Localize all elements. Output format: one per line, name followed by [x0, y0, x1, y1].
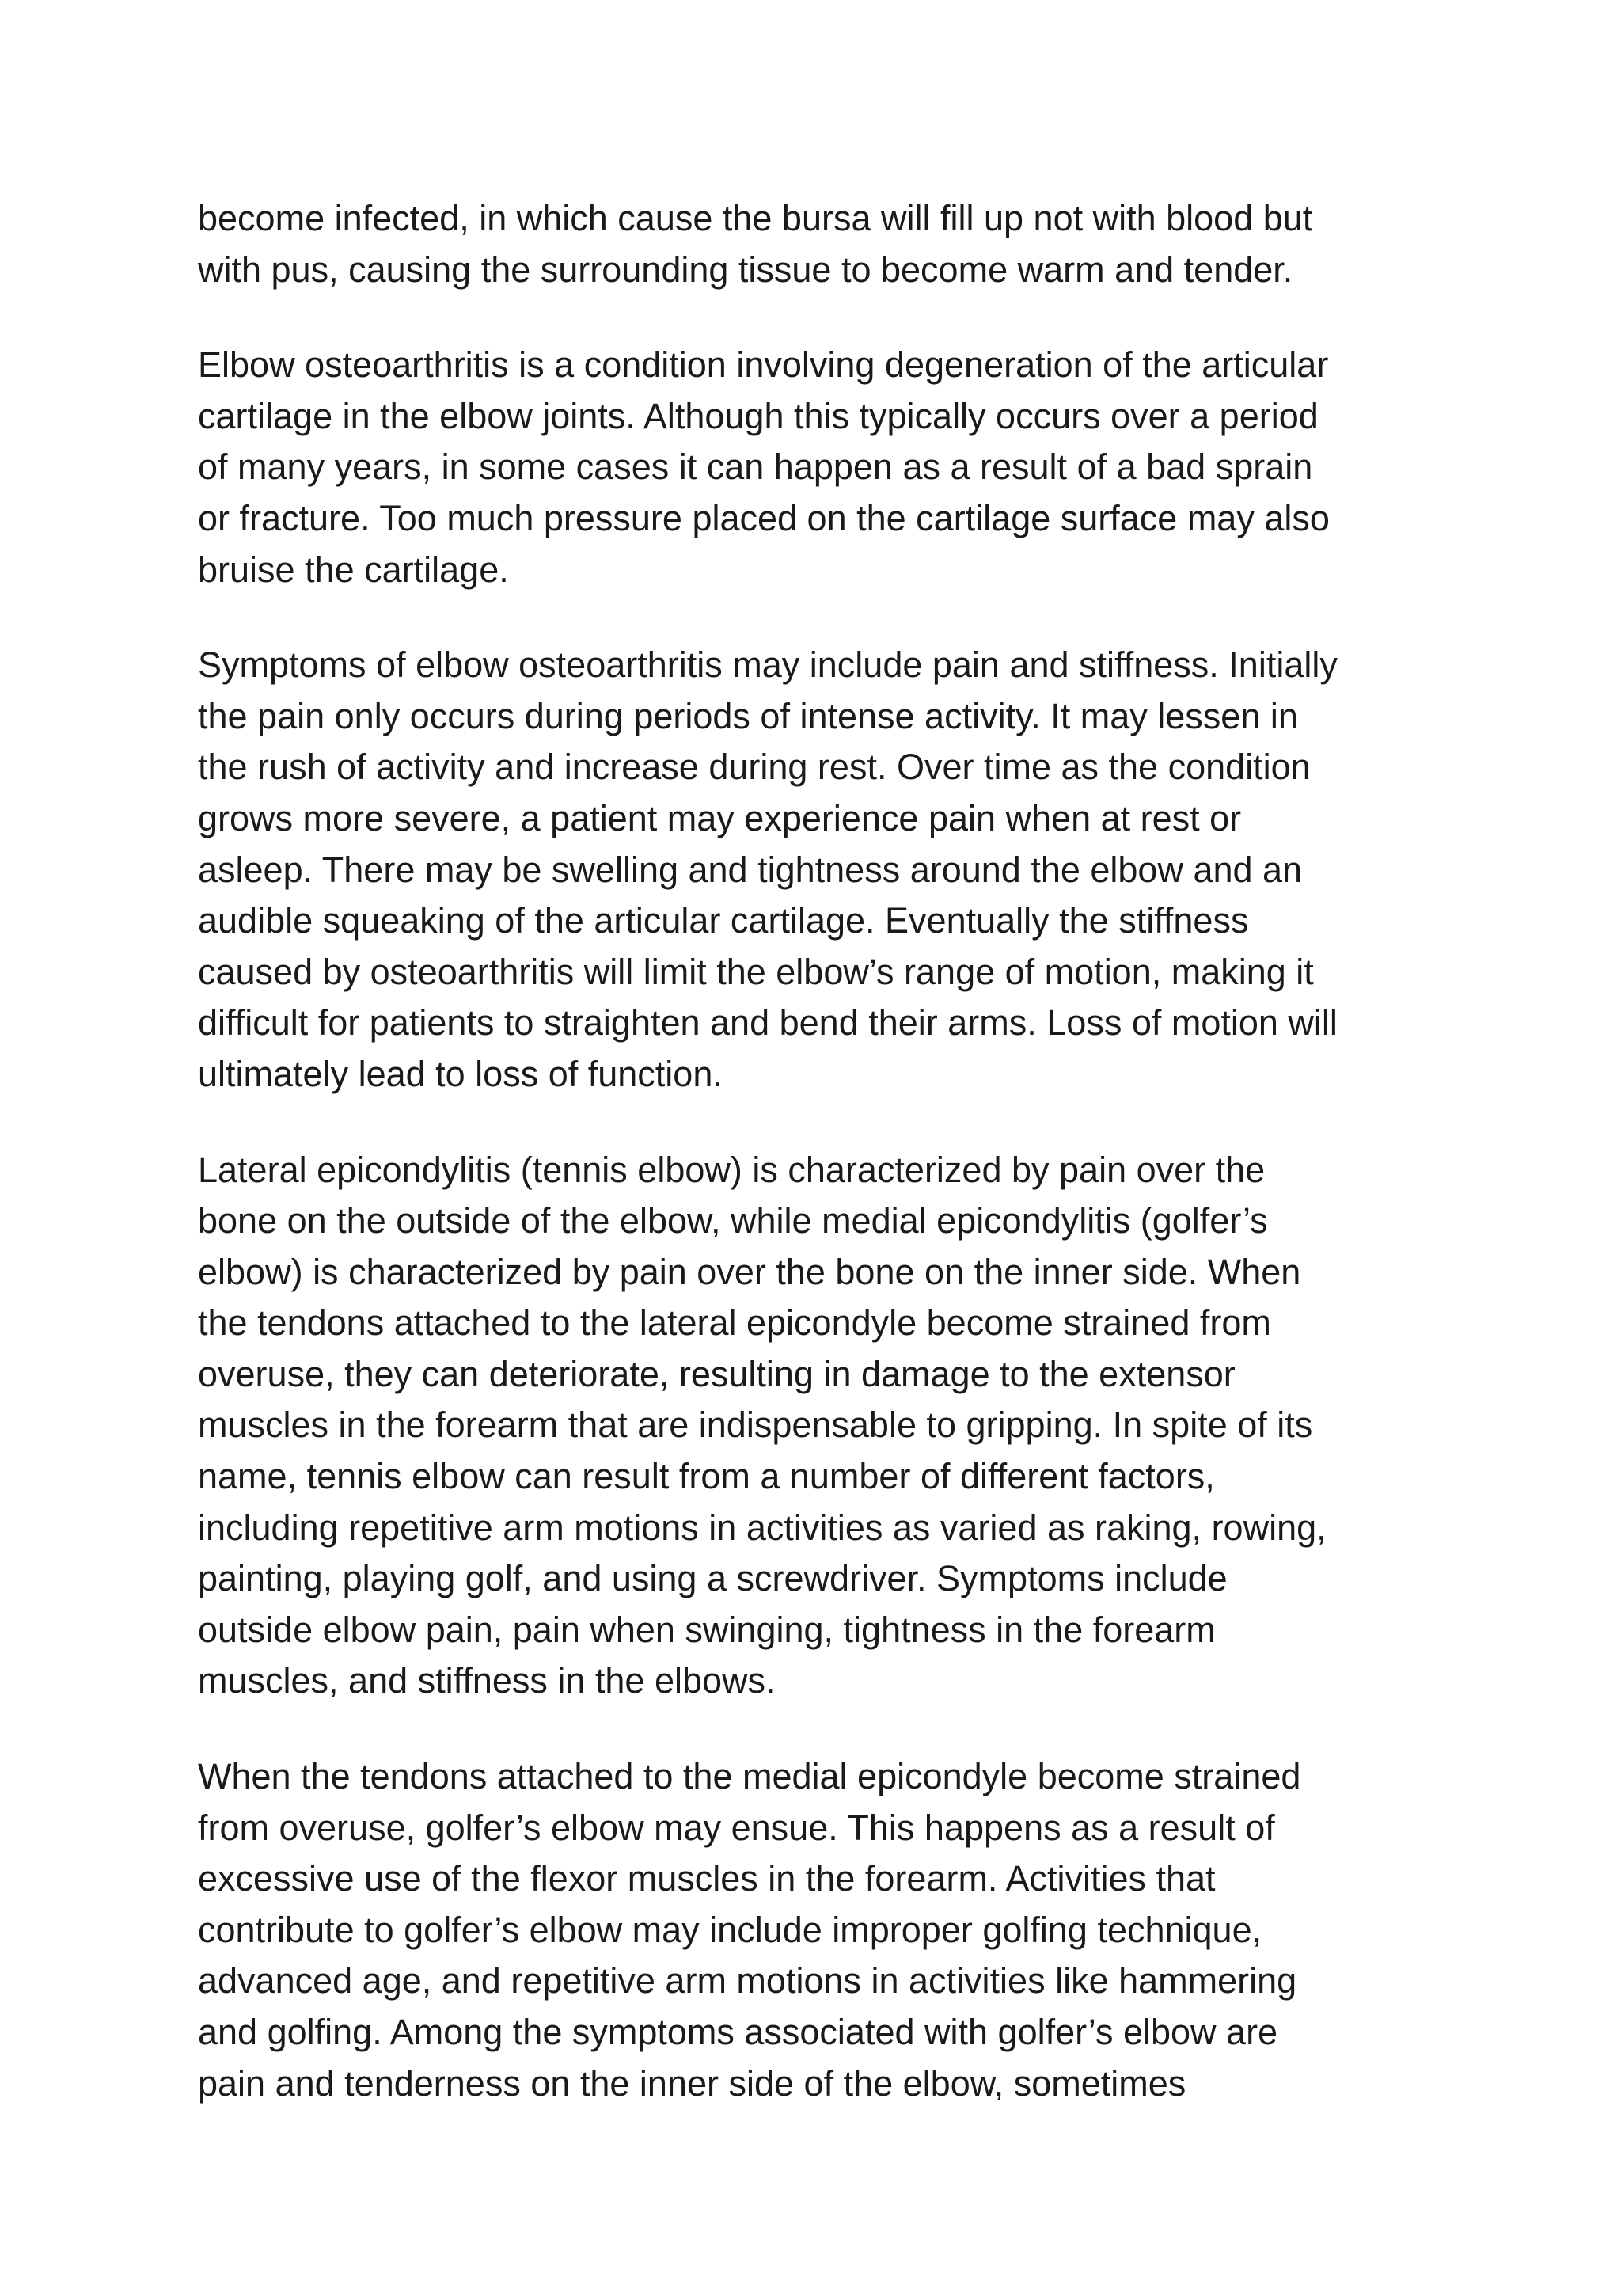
paragraph-osteoarthritis-definition: Elbow osteoarthritis is a condition involving degeneration of the articular cartilage in the elbow joints. Although this typically occurs over a period of many years, in some cases it can happen as a result of a bad sprain or fracture. Too much pressure placed on the cartilage surface may also bruise the cartilage. — [198, 344, 1330, 590]
paragraph-golfers-elbow: When the tendons attached to the medial epicondyle become strained from overuse, golfer’s elbow may ensue. This happens as a result of excessive use of the flexor muscles in the forearm. Activities that contribute to golfer’s elbow may include improper golfing technique, advanced age, and repetitive arm motions in activities like hammering and golfing. Among the symptoms associated with golfer’s elbow are pain and tenderness on the inner side of the elbow, sometimes — [198, 1756, 1301, 2104]
paragraph-osteoarthritis-symptoms: Symptoms of elbow osteoarthritis may include pain and stiffness. Initially the pain only occurs during periods of intense activity. It may lessen in the rush of activity and increase during rest. Over time as the condition grows more severe, a patient may experience pain when at rest or asleep. There may be swelling and tightness around the elbow and an audible squeaking of the articular cartilage. Eventually the stiffness caused by osteoarthritis will limit the elbow’s range of motion, making it difficult for patients to straighten and bend their arms. Loss of motion will ultimately lead to loss of function. — [198, 644, 1338, 1094]
paragraph-bursa-infection: become infected, in which cause the bursa will fill up not with blood but with pus, causing the surrounding tissue to become warm and tender. — [198, 198, 1313, 290]
body-text — [198, 193, 1480, 2109]
paragraph-lateral-epicondylitis: Lateral epicondylitis (tennis elbow) is characterized by pain over the bone on the outside of the elbow, while medial epicondylitis (golfer’s elbow) is characterized by pain over the bone on the inner side. When the tendons attached to the lateral epicondyle become strained from overuse, they can deteriorate, resulting in damage to the extensor muscles in the forearm that are indispensable to gripping. In spite of its name, tennis elbow can result from a number of different factors, including repetitive arm motions in activities as varied as raking, rowing, painting, playing golf, and using a screwdriver. Symptoms include outside elbow pain, pain when swinging, tightness in the forearm muscles, and stiffness in the elbows. — [198, 1149, 1327, 1701]
